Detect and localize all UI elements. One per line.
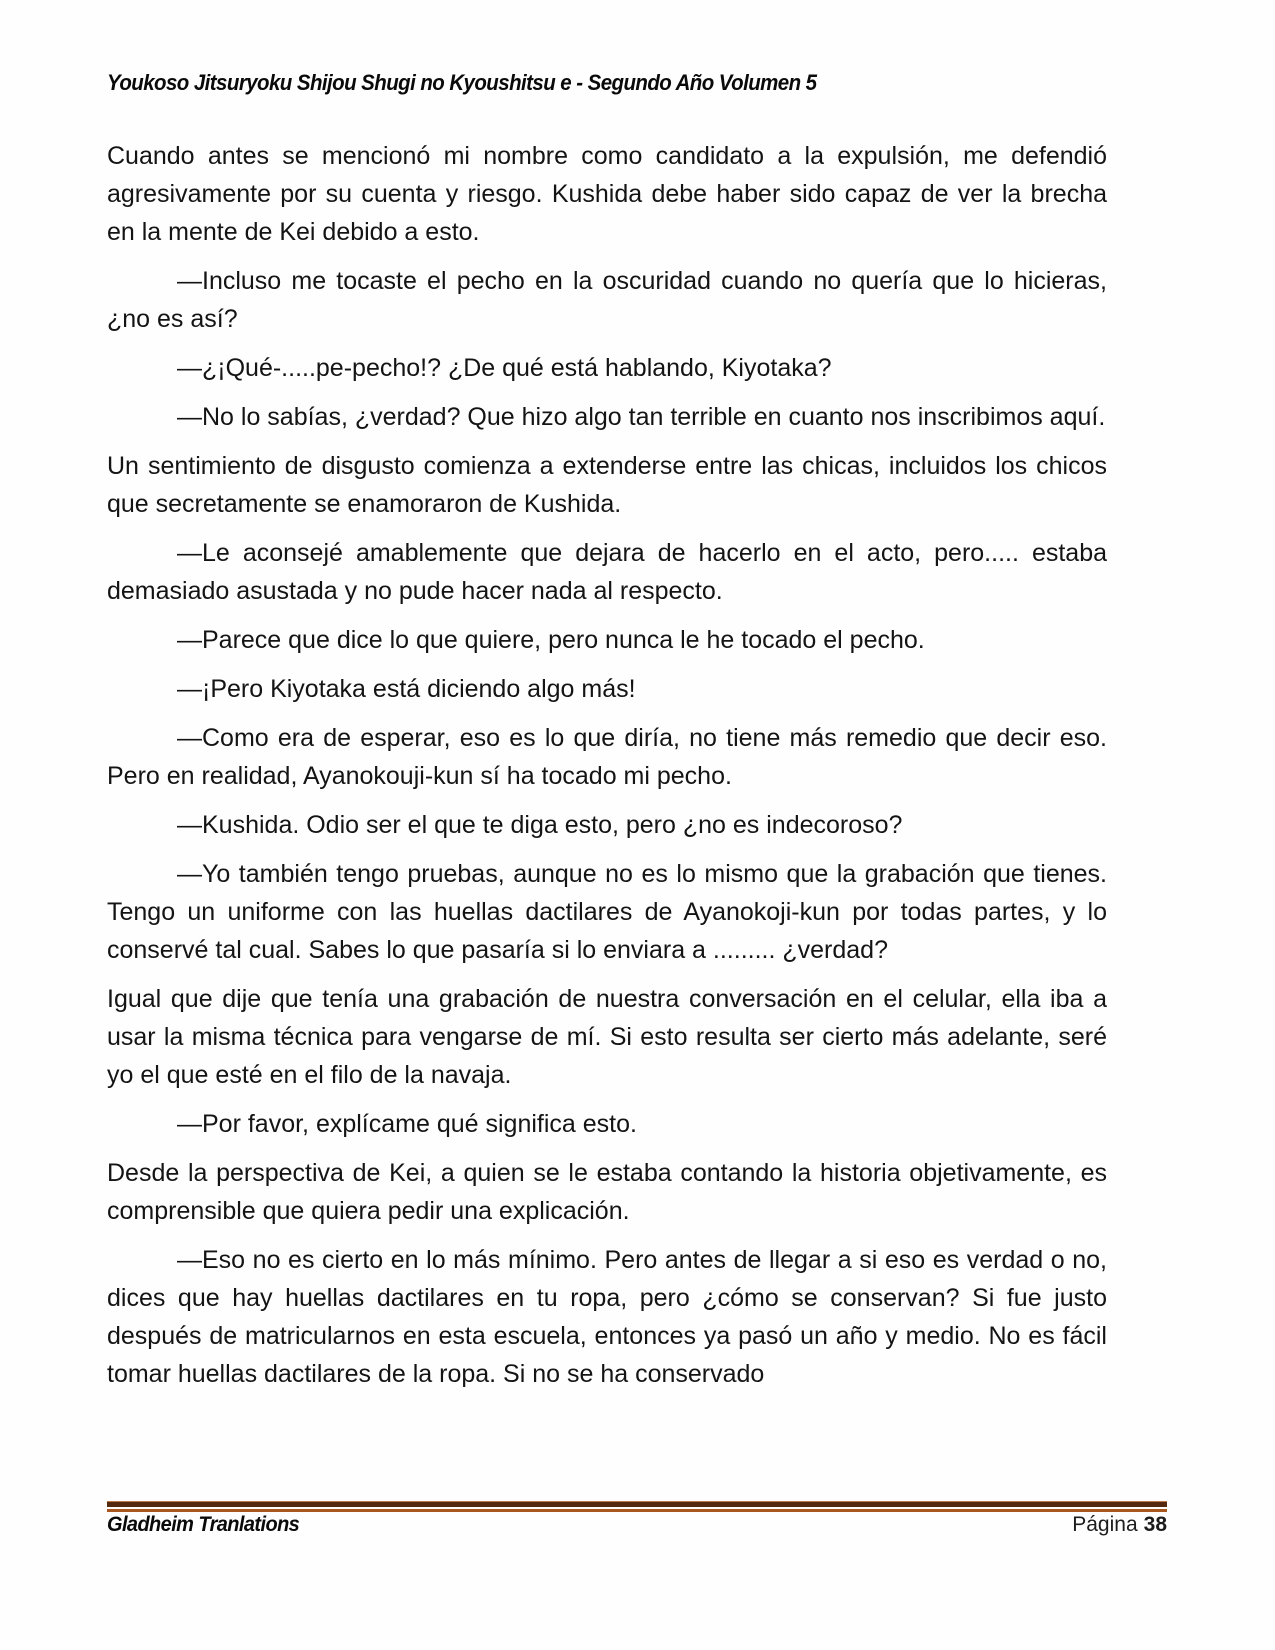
paragraph: —No lo sabías, ¿verdad? Que hizo algo tan terrible en cuanto nos inscribimos aquí. <box>177 403 1106 431</box>
paragraph: —¿¡Qué-.....pe-pecho!? ¿De qué está hablando, Kiyotaka? <box>177 354 832 382</box>
footer-divider <box>107 1501 1167 1512</box>
paragraph: Un sentimiento de disgusto comienza a extenderse entre las chicas, incluidos los chicos que secretamente se enamoraron de Kushida. <box>107 452 1107 518</box>
page-footer <box>107 1513 1167 1537</box>
paragraph: —Como era de esperar, eso es lo que diría, no tiene más remedio que decir eso. Pero en realidad, Ayanokouji-kun sí ha tocado mi pecho. <box>107 724 1107 790</box>
paragraph: —Incluso me tocaste el pecho en la oscuridad cuando no quería que lo hicieras, ¿no es así? <box>107 267 1107 333</box>
paragraph: —Kushida. Odio ser el que te diga esto, pero ¿no es indecoroso? <box>177 811 903 839</box>
page-body <box>107 137 1107 1404</box>
paragraph: —¡Pero Kiyotaka está diciendo algo más! <box>177 675 636 703</box>
paragraph: Cuando antes se mencionó mi nombre como candidato a la expulsión, me defendió agresivamente por su cuenta y riesgo. Kushida debe haber sido capaz de ver la brecha en la mente de Kei debido a esto. <box>107 142 1107 246</box>
footer-page-number: 38 <box>1143 1513 1167 1536</box>
paragraph: —Eso no es cierto en lo más mínimo. Pero antes de llegar a si eso es verdad o no, dices que hay huellas dactilares en tu ropa, pero ¿cómo se conservan? Si fue justo después de matricularnos en esta escuela, entonces ya pasó un año y medio. No es fácil tomar huellas dactilares de la ropa. Si no se ha conservado <box>107 1246 1107 1388</box>
footer-page-label: Página <box>1072 1513 1138 1536</box>
footer-divider-light-bar <box>107 1509 1167 1512</box>
footer-brand: Gladheim Tranlations <box>107 1513 300 1536</box>
paragraph: —Yo también tengo pruebas, aunque no es lo mismo que la grabación que tienes. Tengo un uniforme con las huellas dactilares de Ayanokoji-kun por todas partes, y lo conservé tal cual. Sabes lo que pasaría si lo enviara a ......... ¿verdad? <box>107 860 1107 964</box>
footer-page-indicator <box>1072 1513 1167 1537</box>
paragraph: Desde la perspectiva de Kei, a quien se le estaba contando la historia objetivamente, es comprensible que quiera pedir una explicación. <box>107 1159 1107 1225</box>
paragraph: —Le aconsejé amablemente que dejara de hacerlo en el acto, pero..... estaba demasiado asustada y no pude hacer nada al respecto. <box>107 539 1107 605</box>
paragraph: Igual que dije que tenía una grabación de nuestra conversación en el celular, ella iba a usar la misma técnica para vengarse de mí. Si esto resulta ser cierto más adelante, seré yo el que esté en el filo de la navaja. <box>107 985 1107 1089</box>
page-header-title: Youkoso Jitsuryoku Shijou Shugi no Kyoushitsu e - Segundo Año Volumen 5 <box>107 70 817 95</box>
paragraph: —Por favor, explícame qué significa esto. <box>177 1110 637 1138</box>
paragraph: —Parece que dice lo que quiere, pero nunca le he tocado el pecho. <box>177 626 925 654</box>
